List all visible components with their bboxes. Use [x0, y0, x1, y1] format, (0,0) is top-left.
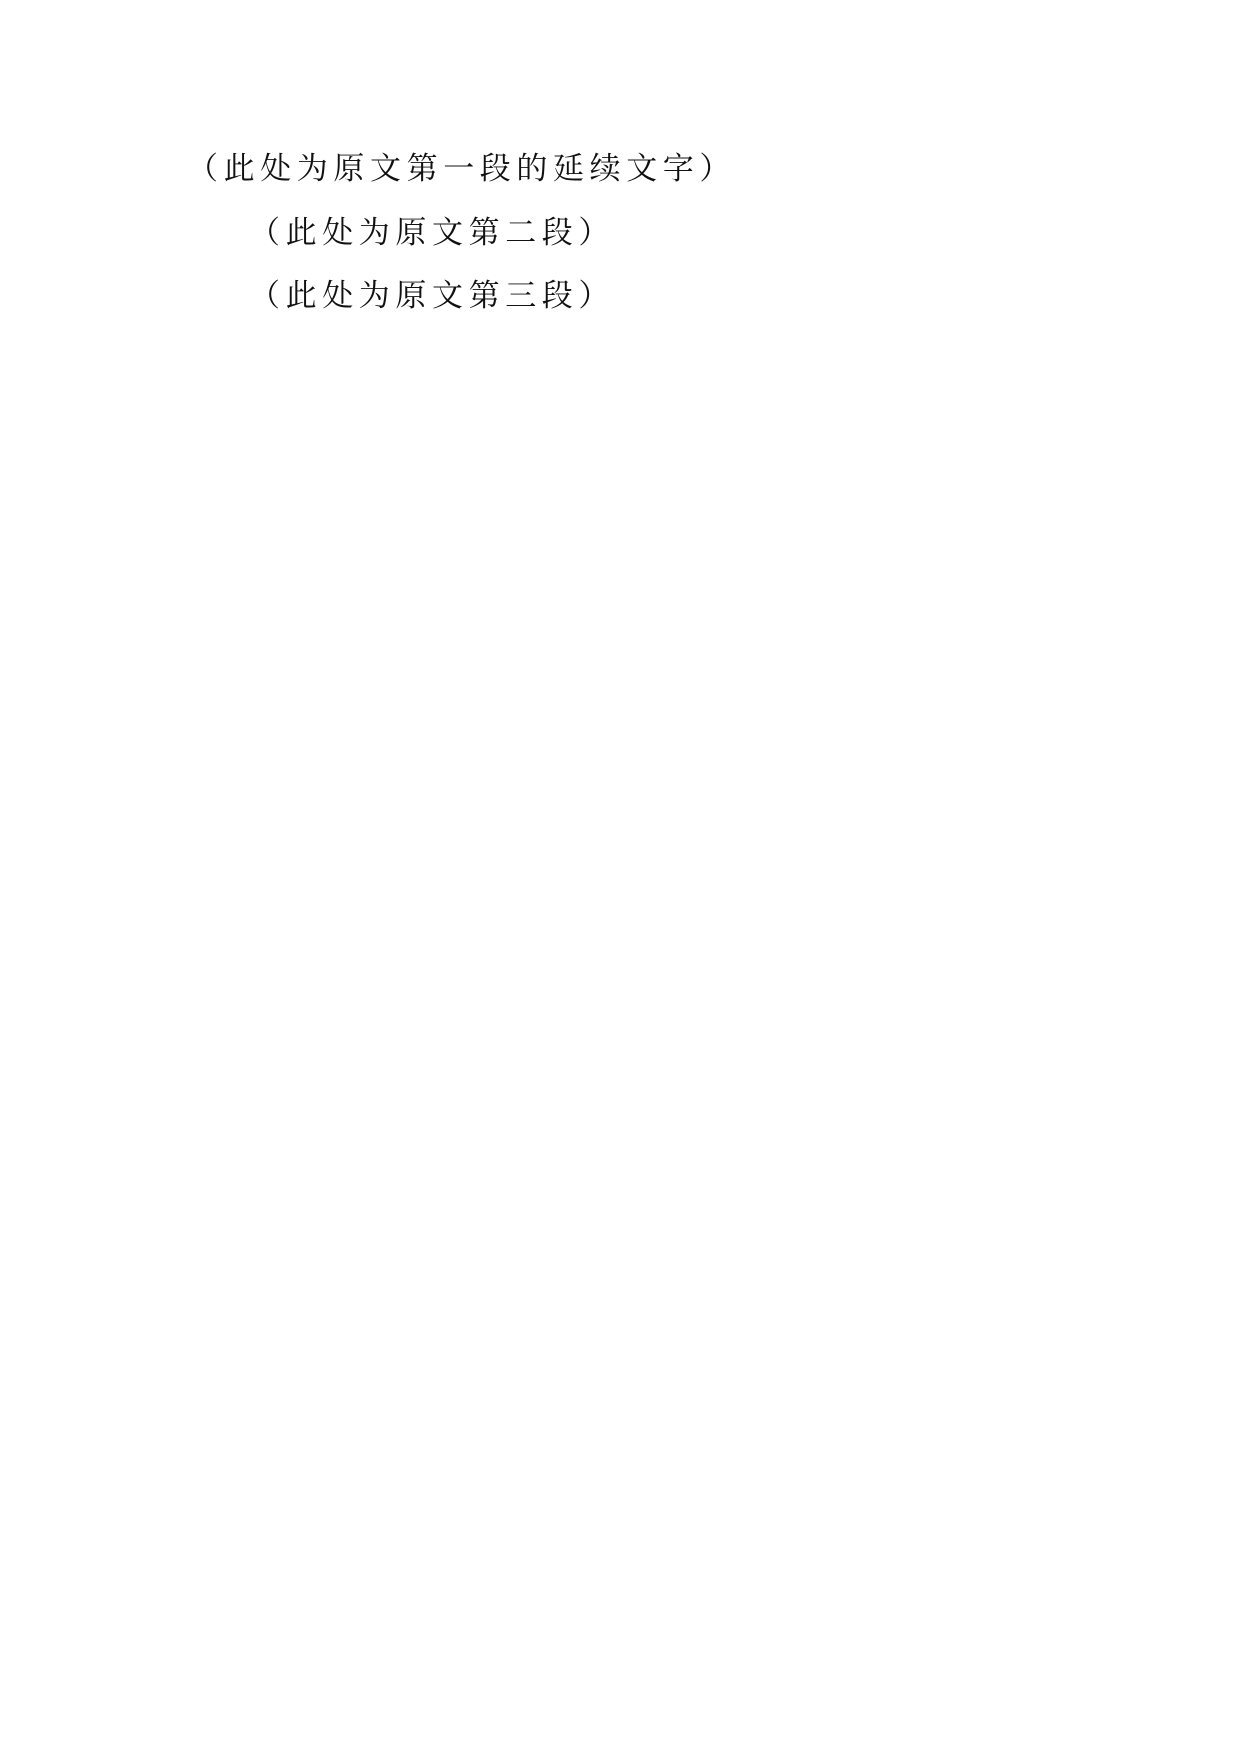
document-page [187, 138, 1045, 1618]
paragraph: （此处为原文第二段） [249, 214, 615, 251]
document-body [187, 138, 1045, 329]
paragraph-continuation: （此处为原文第一段的延续文字） [187, 151, 736, 187]
paragraph: （此处为原文第三段） [249, 278, 615, 314]
